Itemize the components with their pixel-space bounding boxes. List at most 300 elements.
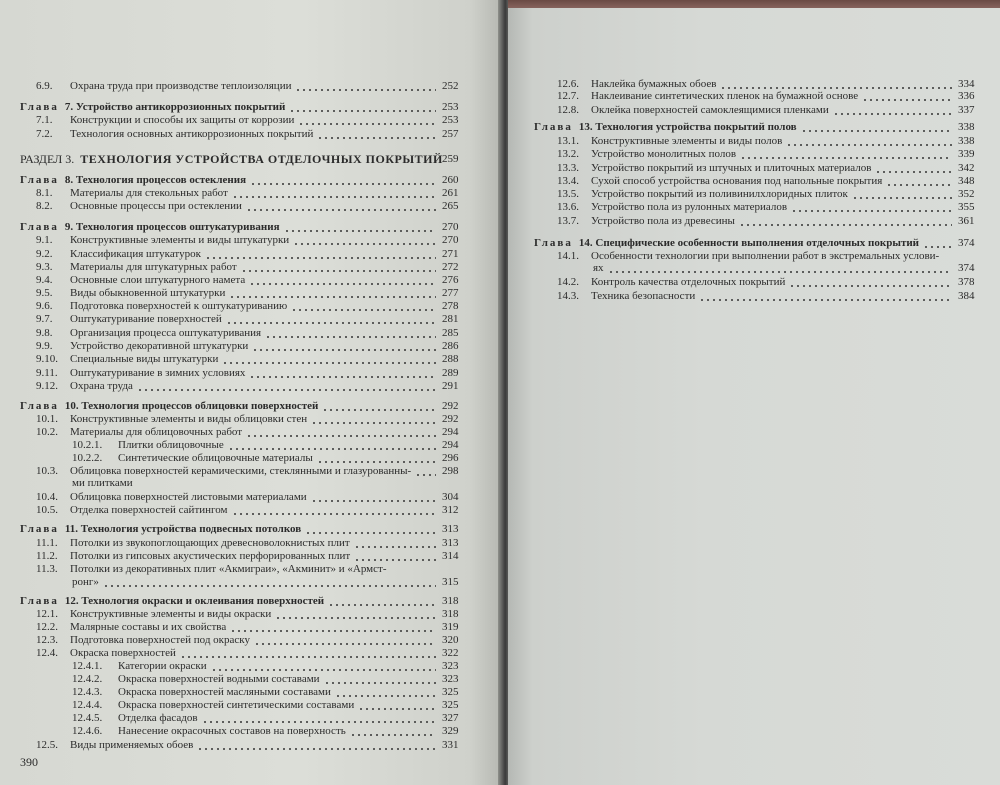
- toc-page-number: 325: [442, 686, 459, 698]
- toc-dot-leader: [232, 513, 436, 515]
- toc-page-number: 260: [442, 174, 459, 186]
- toc-dot-leader: [137, 389, 436, 391]
- toc-dot-leader: [246, 209, 436, 211]
- toc-page-number: 313: [442, 523, 459, 535]
- toc-entry-title: Окраска поверхностей синтетическими составами: [118, 699, 355, 711]
- toc-dot-leader: [222, 362, 436, 364]
- toc-entry-title: Сухой способ устройства основания под напольные покрытия: [591, 175, 883, 187]
- toc-entry-title: ях: [593, 262, 604, 274]
- toc-entry-row: [557, 148, 736, 161]
- toc-entry-number: 11.2.: [36, 550, 58, 562]
- toc-page-number: 289: [442, 367, 459, 379]
- toc-page-number: 378: [958, 276, 975, 288]
- toc-dot-leader: [291, 309, 436, 311]
- toc-entry-row: [36, 313, 222, 326]
- toc-chapter-title: 9. Технология процессов оштукатуривания: [64, 221, 280, 233]
- toc-entry-number: 14.1.: [557, 250, 579, 262]
- toc-entry-number: 9.8.: [36, 327, 53, 339]
- toc-entry-row: [36, 739, 193, 752]
- page-number-folio: 390: [20, 755, 38, 769]
- toc-chapter-row: [20, 595, 324, 608]
- toc-entry-row: [557, 104, 829, 117]
- toc-entry-title: Конструктивные элементы и виды облицовки стен: [70, 413, 308, 425]
- toc-section-row: [20, 153, 443, 166]
- toc-page-number: 278: [442, 300, 459, 312]
- toc-dot-leader: [852, 197, 952, 199]
- toc-dot-leader: [322, 409, 436, 411]
- toc-page-number: 252: [442, 80, 459, 92]
- toc-entry-row: [557, 162, 871, 175]
- toc-dot-leader: [249, 283, 436, 285]
- toc-chapter-row: [20, 400, 318, 413]
- toc-page-number: 281: [442, 313, 459, 325]
- toc-chapter-row: [20, 174, 246, 187]
- toc-entry-title: Устройство пола из рулонных материалов: [591, 201, 788, 213]
- toc-entry-row: [557, 215, 735, 228]
- toc-entry-row: [36, 353, 218, 366]
- toc-page-number: 334: [958, 78, 975, 90]
- toc-entry-title: Категории окраски: [118, 660, 207, 672]
- toc-page-number: 259: [442, 153, 459, 165]
- toc-chapter-label: Глава: [534, 121, 573, 133]
- toc-dot-leader: [923, 246, 952, 248]
- toc-page-number: 384: [958, 290, 975, 302]
- toc-dot-leader: [289, 110, 436, 112]
- toc-dot-leader: [833, 113, 952, 115]
- toc-page-number: 314: [442, 550, 459, 562]
- toc-entry-title: Основные процессы при остеклении: [70, 200, 242, 212]
- toc-entry-title: Малярные составы и их свойства: [70, 621, 227, 633]
- toc-chapter-title: 8. Технология процессов остекления: [64, 174, 247, 186]
- toc-entry-row: [36, 114, 294, 127]
- toc-entry-title: Нанесение окрасочных составов на поверхность: [118, 725, 346, 737]
- toc-entry-row: [36, 80, 291, 93]
- toc-page-number: 292: [442, 413, 459, 425]
- toc-page-number: 271: [442, 248, 459, 260]
- toc-entry-row: [72, 576, 99, 589]
- toc-entry-number: 12.4.1.: [72, 660, 103, 672]
- toc-entry-row: [36, 340, 248, 353]
- toc-entry-title: Виды обыкновенной штукатурки: [70, 287, 226, 299]
- toc-chapter-title: 14. Специфические особенности выполнения отделочных покрытий: [578, 237, 920, 249]
- toc-dot-leader: [211, 669, 436, 671]
- toc-entry-row: [36, 367, 245, 380]
- toc-dot-leader: [305, 532, 436, 534]
- toc-entry-row: [72, 452, 313, 465]
- toc-entry-row: [72, 477, 133, 490]
- toc-entry-title: Основные слои штукатурного намета: [70, 274, 246, 286]
- toc-dot-leader: [232, 196, 436, 198]
- toc-entry-title: Окраска поверхностей водными составами: [118, 673, 320, 685]
- toc-chapter-row: [534, 121, 797, 134]
- toc-entry-number: 13.6.: [557, 201, 579, 213]
- toc-entry-title: Классификация штукатурок: [70, 248, 201, 260]
- toc-page-number: 338: [958, 135, 975, 147]
- toc-entry-row: [36, 550, 350, 563]
- toc-section-label: РАЗДЕЛ 3.: [20, 152, 75, 166]
- toc-page-number: 336: [958, 90, 975, 102]
- toc-entry-title: Конструкции и способы их защиты от коррозии: [70, 114, 295, 126]
- toc-chapter-label: Глава: [534, 237, 573, 249]
- toc-entry-row: [36, 491, 307, 504]
- toc-chapter-title: 12. Технология окраски и оклеивания поверхностей: [64, 595, 325, 607]
- toc-dot-leader: [786, 144, 952, 146]
- toc-chapter-row: [20, 221, 280, 234]
- toc-entry-number: 12.3.: [36, 634, 58, 646]
- toc-entry-title: Плитки облицовочные: [118, 439, 224, 451]
- toc-dot-leader: [202, 721, 436, 723]
- toc-entry-number: 7.1.: [36, 114, 53, 126]
- toc-page-number: 296: [442, 452, 459, 464]
- toc-chapter-row: [20, 101, 285, 114]
- toc-entry-row: [36, 380, 133, 393]
- toc-entry-title: Организация процесса оштукатуривания: [70, 327, 262, 339]
- toc-entry-number: 8.2.: [36, 200, 53, 212]
- toc-page-number: 374: [958, 262, 975, 274]
- toc-entry-title: Специальные виды штукатурки: [70, 353, 219, 365]
- toc-entry-title: Материалы для штукатурных работ: [70, 261, 237, 273]
- toc-entry-number: 12.4.: [36, 647, 58, 659]
- toc-entry-number: 13.1.: [557, 135, 579, 147]
- toc-entry-number: 9.7.: [36, 313, 53, 325]
- toc-entry-row: [36, 274, 245, 287]
- toc-dot-leader: [295, 89, 436, 91]
- toc-page-number: 352: [958, 188, 975, 200]
- toc-entry-row: [557, 175, 882, 188]
- toc-page-number: 288: [442, 353, 459, 365]
- toc-entry-title: Оклейка поверхностей самоклеящимися пленками: [591, 104, 829, 116]
- toc-entry-number: 10.5.: [36, 504, 58, 516]
- toc-entry-row: [36, 234, 289, 247]
- toc-entry-number: 13.3.: [557, 162, 579, 174]
- toc-entry-number: 10.3.: [36, 465, 58, 477]
- toc-entry-row: [36, 413, 307, 426]
- toc-page-number: 322: [442, 647, 459, 659]
- toc-dot-leader: [230, 630, 436, 632]
- toc-chapter-row: [534, 237, 919, 250]
- toc-chapter-label: Глава: [20, 595, 59, 607]
- toc-page-number: 291: [442, 380, 459, 392]
- toc-entry-title: Окраска поверхностей масляными составами: [118, 686, 331, 698]
- toc-entry-title: Потолки из звукопоглощающих древесноволокнистых плит: [70, 537, 350, 549]
- toc-entry-number: 14.3.: [557, 290, 579, 302]
- toc-page-number: 323: [442, 660, 459, 672]
- toc-page-number: 276: [442, 274, 459, 286]
- toc-page-number: 270: [442, 221, 459, 233]
- toc-dot-leader: [254, 643, 436, 645]
- toc-chapter-title: 13. Технология устройства покрытий полов: [578, 121, 797, 133]
- toc-entry-number: 12.8.: [557, 104, 579, 116]
- toc-entry-title: Наклеивание синтетических пленок на бумажной основе: [591, 90, 859, 102]
- toc-chapter-title: 11. Технология устройства подвесных потолков: [64, 523, 302, 535]
- toc-page-number: 261: [442, 187, 459, 199]
- toc-dot-leader: [298, 123, 436, 125]
- toc-page-number: 327: [442, 712, 459, 724]
- toc-page-number: 285: [442, 327, 459, 339]
- toc-entry-row: [36, 504, 228, 517]
- toc-entry-title: Технология основных антикоррозионных покрытий: [70, 128, 314, 140]
- toc-entry-number: 13.7.: [557, 215, 579, 227]
- toc-page-number: 265: [442, 200, 459, 212]
- toc-section-title: ТЕХНОЛОГИЯ УСТРОЙСТВА ОТДЕЛОЧНЫХ ПОКРЫТИЙ: [80, 152, 443, 166]
- toc-entry-row: [36, 621, 226, 634]
- toc-page-number: 294: [442, 439, 459, 451]
- toc-dot-leader: [241, 270, 436, 272]
- toc-entry-title: Оштукатуривание в зимних условиях: [70, 367, 246, 379]
- toc-page-number: 319: [442, 621, 459, 633]
- toc-entry-number: 11.3.: [36, 563, 58, 575]
- toc-dot-leader: [252, 349, 436, 351]
- toc-entry-row: [72, 712, 198, 725]
- toc-entry-title: Особенности технологии при выполнении работ в экстремальных услови-: [591, 250, 940, 262]
- toc-chapter-label: Глава: [20, 101, 59, 113]
- toc-entry-number: 7.2.: [36, 128, 53, 140]
- toc-dot-leader: [311, 422, 436, 424]
- toc-dot-leader: [229, 296, 436, 298]
- toc-page-number: 361: [958, 215, 975, 227]
- toc-dot-leader: [317, 461, 436, 463]
- toc-entry-number: 12.7.: [557, 90, 579, 102]
- toc-entry-row: [36, 634, 250, 647]
- toc-entry-number: 12.4.5.: [72, 712, 103, 724]
- toc-entry-title: Конструктивные элементы и виды окраски: [70, 608, 272, 620]
- toc-entry-number: 12.4.2.: [72, 673, 103, 685]
- toc-entry-title: Виды применяемых обоев: [70, 739, 194, 751]
- toc-entry-row: [36, 608, 271, 621]
- toc-entry-row: [36, 248, 201, 261]
- toc-entry-number: 13.4.: [557, 175, 579, 187]
- toc-page-number: 253: [442, 101, 459, 113]
- toc-dot-leader: [103, 585, 436, 587]
- toc-page-number: 292: [442, 400, 459, 412]
- toc-dot-leader: [293, 243, 436, 245]
- toc-entry-row: [36, 537, 350, 550]
- toc-entry-row: [36, 261, 237, 274]
- toc-entry-title: Потолки из гипсовых акустических перфорированных плит: [70, 550, 351, 562]
- toc-dot-leader: [740, 157, 952, 159]
- toc-entry-title: Устройство монолитных полов: [591, 148, 737, 160]
- toc-dot-leader: [197, 748, 436, 750]
- toc-page-number: 337: [958, 104, 975, 116]
- toc-entry-row: [36, 647, 176, 660]
- toc-entry-number: 13.2.: [557, 148, 579, 160]
- toc-page-number: 304: [442, 491, 459, 503]
- toc-entry-row: [36, 128, 313, 141]
- toc-dot-leader: [246, 435, 436, 437]
- toc-entry-row: [36, 200, 242, 213]
- toc-entry-number: 12.4.4.: [72, 699, 103, 711]
- toc-page-number: 257: [442, 128, 459, 140]
- toc-chapter-title: 7. Устройство антикоррозионных покрытий: [64, 101, 286, 113]
- toc-entry-number: 10.4.: [36, 491, 58, 503]
- toc-dot-leader: [311, 500, 436, 502]
- toc-entry-number: 9.11.: [36, 367, 58, 379]
- toc-page-number: 312: [442, 504, 459, 516]
- right-page: [508, 8, 1000, 785]
- toc-dot-leader: [180, 656, 436, 658]
- toc-dot-leader: [875, 171, 952, 173]
- toc-entry-title: Охрана труда: [70, 380, 133, 392]
- toc-chapter-title: 10. Технология процессов облицовки поверхностей: [64, 400, 319, 412]
- toc-entry-title: Облицовка поверхностей листовыми материалами: [70, 491, 307, 503]
- toc-entry-title: Облицовка поверхностей керамическими, стеклянными и глазурованны-: [70, 465, 412, 477]
- toc-entry-row: [557, 250, 939, 263]
- toc-entry-number: 12.4.3.: [72, 686, 103, 698]
- toc-dot-leader: [699, 299, 952, 301]
- toc-entry-title: Охрана труда при производстве теплоизоляции: [70, 80, 292, 92]
- toc-dot-leader: [801, 130, 952, 132]
- toc-chapter-row: [20, 523, 301, 536]
- toc-page-number: 338: [958, 121, 975, 133]
- toc-entry-number: 10.2.: [36, 426, 58, 438]
- toc-entry-number: 12.4.6.: [72, 725, 103, 737]
- toc-entry-row: [36, 187, 228, 200]
- toc-dot-leader: [284, 230, 436, 232]
- toc-dot-leader: [791, 210, 952, 212]
- toc-entry-title: Конструктивные элементы и виды полов: [591, 135, 783, 147]
- toc-entry-title: Устройство покрытий из поливинилхлоридных плиток: [591, 188, 848, 200]
- toc-entry-title: Подготовка поверхностей к оштукатуриванию: [70, 300, 288, 312]
- toc-entry-number: 9.5.: [36, 287, 53, 299]
- toc-entry-title: Контроль качества отделочных покрытий: [591, 276, 786, 288]
- toc-entry-title: Отделка поверхностей сайтингом: [70, 504, 228, 516]
- toc-dot-leader: [358, 708, 436, 710]
- toc-entry-title: ми плитками: [72, 477, 133, 489]
- toc-entry-title: Оштукатуривание поверхностей: [70, 313, 222, 325]
- toc-entry-title: Потолки из декоративных плит «Акмиграи», «Акминит» и «Армст-: [70, 563, 387, 575]
- toc-dot-leader: [886, 184, 952, 186]
- toc-entry-number: 8.1.: [36, 187, 53, 199]
- toc-entry-row: [557, 90, 858, 103]
- toc-entry-number: 9.1.: [36, 234, 53, 246]
- toc-entry-title: Конструктивные элементы и виды штукатурки: [70, 234, 290, 246]
- toc-entry-row: [557, 201, 787, 214]
- toc-entry-title: Устройство декоративной штукатурки: [70, 340, 249, 352]
- toc-entry-row: [72, 660, 207, 673]
- toc-page-number: 286: [442, 340, 459, 352]
- toc-entry-row: [557, 276, 785, 289]
- toc-entry-title: Синтетические облицовочные материалы: [118, 452, 313, 464]
- toc-entry-row: [36, 426, 242, 439]
- toc-page-number: 313: [442, 537, 459, 549]
- toc-entry-number: 9.2.: [36, 248, 53, 260]
- toc-entry-title: Техника безопасности: [591, 290, 696, 302]
- toc-page-number: 329: [442, 725, 459, 737]
- toc-entry-number: 9.12.: [36, 380, 58, 392]
- toc-entry-number: 9.3.: [36, 261, 53, 273]
- toc-dot-leader: [350, 734, 436, 736]
- toc-chapter-label: Глава: [20, 400, 59, 412]
- toc-entry-number: 10.2.2.: [72, 452, 103, 464]
- toc-page-number: 339: [958, 148, 975, 160]
- toc-dot-leader: [265, 336, 436, 338]
- toc-dot-leader: [328, 604, 436, 606]
- toc-entry-number: 9.9.: [36, 340, 53, 352]
- toc-entry-row: [557, 188, 848, 201]
- toc-entry-title: Подготовка поверхностей под окраску: [70, 634, 250, 646]
- toc-page-number: 298: [442, 465, 459, 477]
- toc-entry-row: [36, 327, 261, 340]
- toc-dot-leader: [739, 224, 952, 226]
- toc-dot-leader: [354, 559, 436, 561]
- toc-entry-number: 12.6.: [557, 78, 579, 90]
- toc-entry-number: 9.10.: [36, 353, 58, 365]
- toc-chapter-label: Глава: [20, 174, 59, 186]
- toc-entry-number: 12.5.: [36, 739, 58, 751]
- toc-page-number: 318: [442, 595, 459, 607]
- toc-entry-number: 10.1.: [36, 413, 58, 425]
- toc-page-number: 325: [442, 699, 459, 711]
- toc-page-number: 277: [442, 287, 459, 299]
- toc-entry-row: [72, 686, 331, 699]
- toc-page-number: 272: [442, 261, 459, 273]
- toc-dot-leader: [354, 546, 436, 548]
- toc-entry-title: Отделка фасадов: [118, 712, 198, 724]
- toc-chapter-label: Глава: [20, 221, 59, 233]
- toc-entry-row: [557, 290, 695, 303]
- toc-entry-title: Наклейка бумажных обоев: [591, 78, 717, 90]
- toc-page-number: 294: [442, 426, 459, 438]
- toc-dot-leader: [415, 474, 436, 476]
- toc-entry-number: 10.2.1.: [72, 439, 103, 451]
- toc-dot-leader: [324, 682, 436, 684]
- toc-entry-row: [72, 439, 224, 452]
- toc-entry-number: 13.5.: [557, 188, 579, 200]
- toc-entry-title: Устройство покрытий из штучных и плиточных материалов: [591, 162, 872, 174]
- toc-dot-leader: [862, 99, 952, 101]
- toc-entry-number: 9.4.: [36, 274, 53, 286]
- toc-page-number: 318: [442, 608, 459, 620]
- toc-dot-leader: [250, 183, 436, 185]
- toc-dot-leader: [228, 448, 436, 450]
- toc-chapter-label: Глава: [20, 523, 59, 535]
- toc-entry-row: [36, 287, 225, 300]
- toc-entry-title: Устройство пола из древесины: [591, 215, 735, 227]
- toc-page-number: 320: [442, 634, 459, 646]
- toc-dot-leader: [789, 285, 952, 287]
- toc-page-number: 323: [442, 673, 459, 685]
- toc-entry-row: [72, 673, 320, 686]
- toc-page-number: 374: [958, 237, 975, 249]
- toc-entry-number: 6.9.: [36, 80, 53, 92]
- toc-page-number: 253: [442, 114, 459, 126]
- toc-page-number: 331: [442, 739, 459, 751]
- toc-entry-row: [36, 563, 386, 576]
- toc-page-number: 355: [958, 201, 975, 213]
- toc-dot-leader: [608, 271, 952, 273]
- toc-dot-leader: [335, 695, 436, 697]
- toc-entry-number: 12.1.: [36, 608, 58, 620]
- toc-entry-number: 12.2.: [36, 621, 58, 633]
- toc-dot-leader: [226, 322, 436, 324]
- toc-entry-row: [593, 262, 604, 275]
- toc-entry-title: Материалы для стекольных работ: [70, 187, 228, 199]
- toc-page-number: 270: [442, 234, 459, 246]
- toc-page-number: 342: [958, 162, 975, 174]
- toc-dot-leader: [275, 617, 436, 619]
- toc-page-number: 348: [958, 175, 975, 187]
- toc-entry-row: [36, 300, 287, 313]
- toc-entry-number: 11.1.: [36, 537, 58, 549]
- toc-entry-title: ронг»: [72, 576, 99, 588]
- toc-entry-row: [557, 135, 782, 148]
- toc-page-number: 315: [442, 576, 459, 588]
- toc-dot-leader: [317, 137, 436, 139]
- toc-entry-title: Материалы для облицовочных работ: [70, 426, 243, 438]
- toc-entry-number: 14.2.: [557, 276, 579, 288]
- toc-dot-leader: [249, 376, 436, 378]
- toc-entry-title: Окраска поверхностей: [70, 647, 176, 659]
